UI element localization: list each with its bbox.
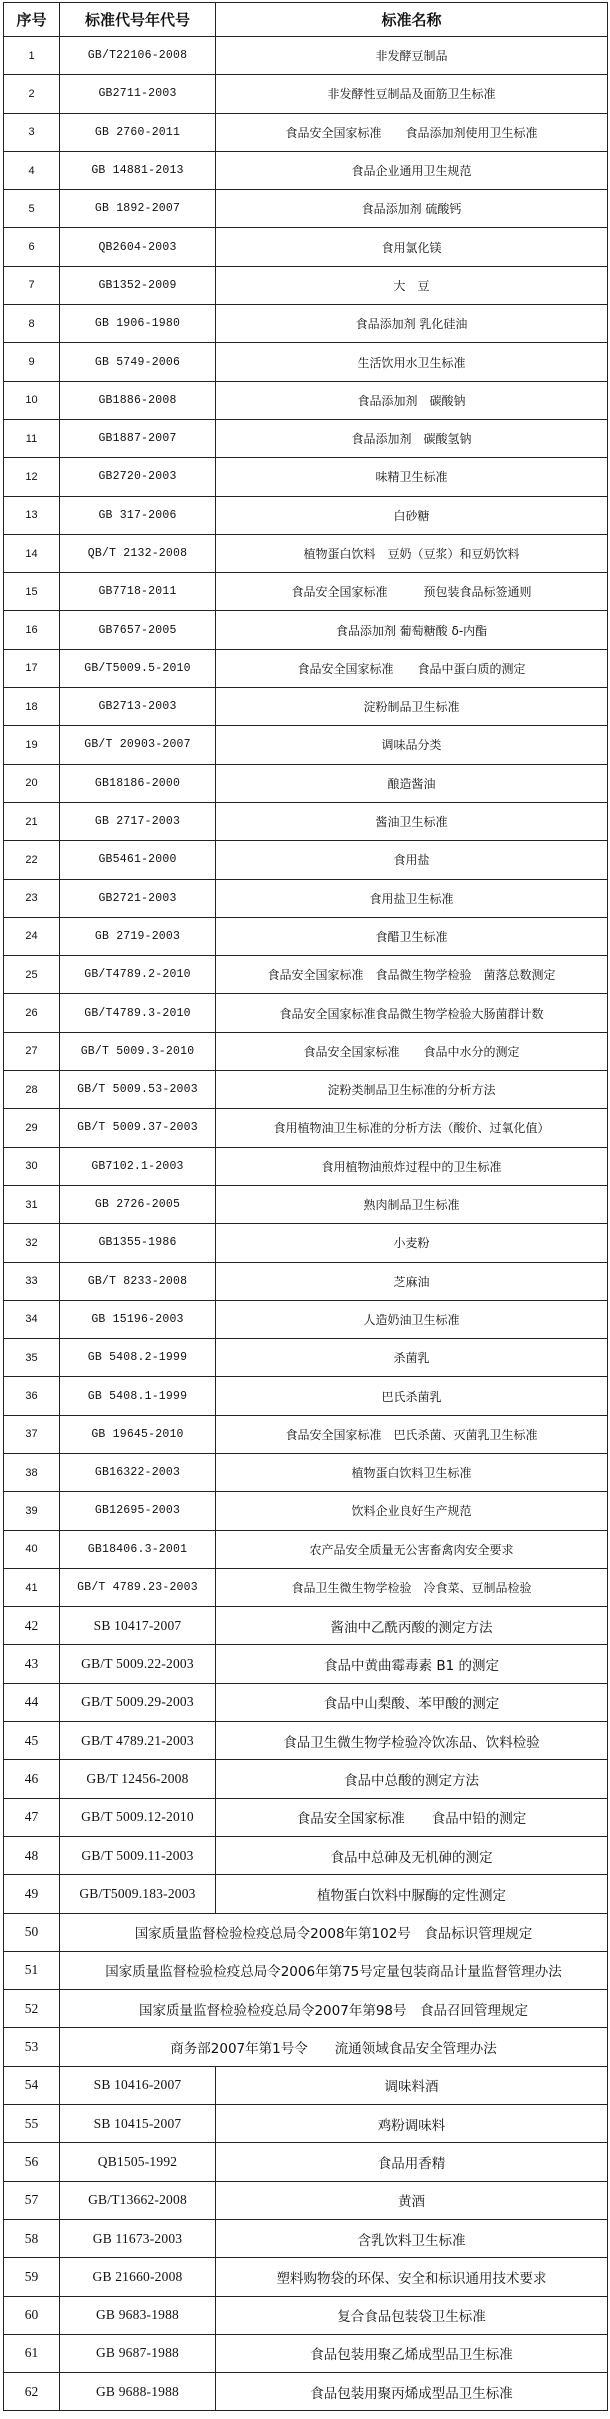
standard-name: 塑料购物袋的环保、安全和标识通用技术要求 bbox=[216, 2258, 608, 2296]
row-number: 11 bbox=[4, 419, 60, 457]
table-row bbox=[4, 2028, 608, 2066]
header-code: 标准代号年代号 bbox=[60, 3, 216, 37]
row-number: 15 bbox=[4, 573, 60, 611]
table-row bbox=[4, 2066, 608, 2104]
standard-code: GB 11673-2003 bbox=[60, 2219, 216, 2257]
standard-name: 食品添加剂 碳酸钠 bbox=[216, 381, 608, 419]
table-body bbox=[4, 37, 608, 2411]
standard-name: 食品安全国家标准 食品中蛋白质的测定 bbox=[216, 649, 608, 687]
table-row bbox=[4, 2105, 608, 2143]
standard-name: 食品中山梨酸、苯甲酸的测定 bbox=[216, 1683, 608, 1721]
standard-name: 食品添加剂 葡萄糖酸 δ-内酯 bbox=[216, 611, 608, 649]
standard-name: 非发酵豆制品 bbox=[216, 37, 608, 75]
table-row bbox=[4, 649, 608, 687]
row-number: 17 bbox=[4, 649, 60, 687]
standard-code: GB 9683-1988 bbox=[60, 2296, 216, 2334]
standard-name: 白砂糖 bbox=[216, 496, 608, 534]
standard-name: 调味料酒 bbox=[216, 2066, 608, 2104]
table-row bbox=[4, 688, 608, 726]
header-name: 标准名称 bbox=[216, 3, 608, 37]
row-number: 42 bbox=[4, 1607, 60, 1645]
table-row bbox=[4, 1913, 608, 1951]
standard-name: 食用盐卫生标准 bbox=[216, 879, 608, 917]
standard-code: GB5461-2000 bbox=[60, 841, 216, 879]
standard-name: 食用盐 bbox=[216, 841, 608, 879]
standard-code: GB 2717-2003 bbox=[60, 802, 216, 840]
row-number: 6 bbox=[4, 228, 60, 266]
row-number: 5 bbox=[4, 190, 60, 228]
standard-name: 小麦粉 bbox=[216, 1224, 608, 1262]
standard-code: GB1352-2009 bbox=[60, 266, 216, 304]
row-number: 18 bbox=[4, 688, 60, 726]
header-seq: 序号 bbox=[4, 3, 60, 37]
row-number: 20 bbox=[4, 764, 60, 802]
standard-name: 食品安全国家标准 食品中水分的测定 bbox=[216, 1032, 608, 1070]
row-number: 38 bbox=[4, 1453, 60, 1491]
standard-name: 食品安全国家标准 食品添加剂使用卫生标准 bbox=[216, 113, 608, 151]
row-number: 2 bbox=[4, 75, 60, 113]
standard-name: 植物蛋白饮料中脲酶的定性测定 bbox=[216, 1875, 608, 1913]
table-row bbox=[4, 1568, 608, 1606]
table-row bbox=[4, 764, 608, 802]
table-row bbox=[4, 151, 608, 189]
table-row bbox=[4, 1300, 608, 1338]
standard-code: GB 2719-2003 bbox=[60, 917, 216, 955]
standard-code: GB2721-2003 bbox=[60, 879, 216, 917]
standard-code: GB/T 5009.53-2003 bbox=[60, 1071, 216, 1109]
table-row bbox=[4, 994, 608, 1032]
table-row bbox=[4, 1377, 608, 1415]
row-number: 33 bbox=[4, 1262, 60, 1300]
standard-name: 巴氏杀菌乳 bbox=[216, 1377, 608, 1415]
standard-name: 食品中黄曲霉毒素 B1 的测定 bbox=[216, 1645, 608, 1683]
row-number: 21 bbox=[4, 802, 60, 840]
standard-code: GB16322-2003 bbox=[60, 1453, 216, 1491]
standard-code: GB/T4789.3-2010 bbox=[60, 994, 216, 1032]
standard-name: 非发酵性豆制品及面筋卫生标准 bbox=[216, 75, 608, 113]
row-number: 29 bbox=[4, 1109, 60, 1147]
standard-name: 大 豆 bbox=[216, 266, 608, 304]
row-number: 1 bbox=[4, 37, 60, 75]
row-number: 41 bbox=[4, 1568, 60, 1606]
standard-code: GB7657-2005 bbox=[60, 611, 216, 649]
table-row bbox=[4, 305, 608, 343]
standard-name: 食品安全国家标准 预包装食品标签通则 bbox=[216, 573, 608, 611]
row-number: 58 bbox=[4, 2219, 60, 2257]
row-number: 9 bbox=[4, 343, 60, 381]
row-number: 50 bbox=[4, 1913, 60, 1951]
standard-code: GB 9688-1988 bbox=[60, 2373, 216, 2411]
table-row bbox=[4, 1951, 608, 1989]
row-number: 51 bbox=[4, 1951, 60, 1989]
row-number: 13 bbox=[4, 496, 60, 534]
row-number: 12 bbox=[4, 458, 60, 496]
standard-code: GB/T22106-2008 bbox=[60, 37, 216, 75]
table-row bbox=[4, 496, 608, 534]
table-row bbox=[4, 2296, 608, 2334]
standard-code: GB 2726-2005 bbox=[60, 1185, 216, 1223]
row-number: 49 bbox=[4, 1875, 60, 1913]
standard-code: GB/T 5009.12-2010 bbox=[60, 1798, 216, 1836]
standard-code: GB 21660-2008 bbox=[60, 2258, 216, 2296]
row-number: 48 bbox=[4, 1836, 60, 1874]
standards-document bbox=[0, 2, 610, 2411]
table-row bbox=[4, 1339, 608, 1377]
row-number: 26 bbox=[4, 994, 60, 1032]
standard-name: 食品卫生微生物学检验 冷食菜、豆制品检验 bbox=[216, 1568, 608, 1606]
table-row bbox=[4, 2334, 608, 2372]
standard-code: QB1505-1992 bbox=[60, 2143, 216, 2181]
standard-name: 黄酒 bbox=[216, 2181, 608, 2219]
table-row bbox=[4, 956, 608, 994]
row-number: 35 bbox=[4, 1339, 60, 1377]
standard-code: GB/T 5009.29-2003 bbox=[60, 1683, 216, 1721]
table-row bbox=[4, 1645, 608, 1683]
standard-name: 淀粉制品卫生标准 bbox=[216, 688, 608, 726]
table-row bbox=[4, 802, 608, 840]
row-number: 40 bbox=[4, 1530, 60, 1568]
standard-name: 味精卫生标准 bbox=[216, 458, 608, 496]
regulation-name: 商务部2007年第1号令 流通领域食品安全管理办法 bbox=[60, 2028, 608, 2066]
row-number: 19 bbox=[4, 726, 60, 764]
table-row bbox=[4, 611, 608, 649]
standard-name: 食用植物油卫生标准的分析方法（酸价、过氧化值） bbox=[216, 1109, 608, 1147]
standard-code: GB1886-2008 bbox=[60, 381, 216, 419]
row-number: 60 bbox=[4, 2296, 60, 2334]
standard-code: GB18406.3-2001 bbox=[60, 1530, 216, 1568]
standard-code: GB 5408.1-1999 bbox=[60, 1377, 216, 1415]
standard-code: GB/T 20903-2007 bbox=[60, 726, 216, 764]
row-number: 7 bbox=[4, 266, 60, 304]
row-number: 56 bbox=[4, 2143, 60, 2181]
row-number: 32 bbox=[4, 1224, 60, 1262]
table-row bbox=[4, 1990, 608, 2028]
standard-code: GB 19645-2010 bbox=[60, 1415, 216, 1453]
standard-name: 酱油卫生标准 bbox=[216, 802, 608, 840]
standard-name: 农产品安全质量无公害畜禽肉安全要求 bbox=[216, 1530, 608, 1568]
standard-name: 食品包装用聚丙烯成型品卫生标准 bbox=[216, 2373, 608, 2411]
table-row bbox=[4, 75, 608, 113]
table-row bbox=[4, 726, 608, 764]
table-row bbox=[4, 266, 608, 304]
row-number: 25 bbox=[4, 956, 60, 994]
standard-code: SB 10417-2007 bbox=[60, 1607, 216, 1645]
row-number: 3 bbox=[4, 113, 60, 151]
standard-name: 含乳饮料卫生标准 bbox=[216, 2219, 608, 2257]
standard-code: GB/T 5009.22-2003 bbox=[60, 1645, 216, 1683]
standard-name: 生活饮用水卫生标准 bbox=[216, 343, 608, 381]
table-row bbox=[4, 190, 608, 228]
row-number: 37 bbox=[4, 1415, 60, 1453]
row-number: 34 bbox=[4, 1300, 60, 1338]
standard-name: 食品安全国家标准 巴氏杀菌、灭菌乳卫生标准 bbox=[216, 1415, 608, 1453]
row-number: 4 bbox=[4, 151, 60, 189]
row-number: 59 bbox=[4, 2258, 60, 2296]
row-number: 10 bbox=[4, 381, 60, 419]
table-row bbox=[4, 917, 608, 955]
table-row bbox=[4, 381, 608, 419]
table-row bbox=[4, 1224, 608, 1262]
row-number: 16 bbox=[4, 611, 60, 649]
standard-code: SB 10416-2007 bbox=[60, 2066, 216, 2104]
row-number: 52 bbox=[4, 1990, 60, 2028]
standard-code: GB2711-2003 bbox=[60, 75, 216, 113]
standard-code: QB/T 2132-2008 bbox=[60, 534, 216, 572]
standard-code: GB2713-2003 bbox=[60, 688, 216, 726]
standard-code: GB/T 12456-2008 bbox=[60, 1760, 216, 1798]
standard-code: GB 5749-2006 bbox=[60, 343, 216, 381]
table-row bbox=[4, 534, 608, 572]
table-row bbox=[4, 1262, 608, 1300]
table-row bbox=[4, 1722, 608, 1760]
table-row bbox=[4, 879, 608, 917]
row-number: 31 bbox=[4, 1185, 60, 1223]
table-row bbox=[4, 113, 608, 151]
standard-code: GB/T5009.183-2003 bbox=[60, 1875, 216, 1913]
regulation-name: 国家质量监督检验检疫总局令2007年第98号 食品召回管理规定 bbox=[60, 1990, 608, 2028]
table-row bbox=[4, 1147, 608, 1185]
standard-code: GB1355-1986 bbox=[60, 1224, 216, 1262]
table-row bbox=[4, 1760, 608, 1798]
table-row bbox=[4, 2219, 608, 2257]
standard-name: 食品用香精 bbox=[216, 2143, 608, 2181]
standard-code: GB 9687-1988 bbox=[60, 2334, 216, 2372]
standard-code: GB/T5009.5-2010 bbox=[60, 649, 216, 687]
table-row bbox=[4, 37, 608, 75]
standard-code: QB2604-2003 bbox=[60, 228, 216, 266]
table-header-row bbox=[4, 3, 608, 37]
table-row bbox=[4, 2143, 608, 2181]
table-row bbox=[4, 419, 608, 457]
table-row bbox=[4, 2258, 608, 2296]
standard-name: 食品添加剂 乳化硅油 bbox=[216, 305, 608, 343]
table-row bbox=[4, 228, 608, 266]
row-number: 47 bbox=[4, 1798, 60, 1836]
standard-code: GB/T 8233-2008 bbox=[60, 1262, 216, 1300]
standard-name: 芝麻油 bbox=[216, 1262, 608, 1300]
row-number: 14 bbox=[4, 534, 60, 572]
standard-name: 食品企业通用卫生规范 bbox=[216, 151, 608, 189]
standard-name: 人造奶油卫生标准 bbox=[216, 1300, 608, 1338]
standard-code: GB7102.1-2003 bbox=[60, 1147, 216, 1185]
table-row bbox=[4, 1032, 608, 1070]
standard-code: GB/T4789.2-2010 bbox=[60, 956, 216, 994]
standard-name: 食品中总酸的测定方法 bbox=[216, 1760, 608, 1798]
row-number: 39 bbox=[4, 1492, 60, 1530]
row-number: 36 bbox=[4, 1377, 60, 1415]
standard-name: 植物蛋白饮料 豆奶（豆浆）和豆奶饮料 bbox=[216, 534, 608, 572]
table-row bbox=[4, 1071, 608, 1109]
standard-code: GB/T 5009.3-2010 bbox=[60, 1032, 216, 1070]
table-row bbox=[4, 2373, 608, 2411]
table-row bbox=[4, 1607, 608, 1645]
standard-name: 食用氯化镁 bbox=[216, 228, 608, 266]
row-number: 28 bbox=[4, 1071, 60, 1109]
row-number: 43 bbox=[4, 1645, 60, 1683]
standard-code: SB 10415-2007 bbox=[60, 2105, 216, 2143]
standard-name: 食品添加剂 碳酸氢钠 bbox=[216, 419, 608, 457]
table-row bbox=[4, 1492, 608, 1530]
standard-name: 植物蛋白饮料卫生标准 bbox=[216, 1453, 608, 1491]
table-row bbox=[4, 2181, 608, 2219]
table-row bbox=[4, 1453, 608, 1491]
table-row bbox=[4, 1185, 608, 1223]
row-number: 44 bbox=[4, 1683, 60, 1721]
row-number: 55 bbox=[4, 2105, 60, 2143]
table-row bbox=[4, 1875, 608, 1913]
table-row bbox=[4, 1683, 608, 1721]
table-row bbox=[4, 1109, 608, 1147]
standard-code: GB 1892-2007 bbox=[60, 190, 216, 228]
table-row bbox=[4, 1530, 608, 1568]
standard-code: GB 1906-1980 bbox=[60, 305, 216, 343]
standard-name: 食品安全国家标准食品微生物学检验大肠菌群计数 bbox=[216, 994, 608, 1032]
standard-code: GB 14881-2013 bbox=[60, 151, 216, 189]
standard-name: 食品中总砷及无机砷的测定 bbox=[216, 1836, 608, 1874]
table-row bbox=[4, 841, 608, 879]
table-row bbox=[4, 343, 608, 381]
row-number: 23 bbox=[4, 879, 60, 917]
standard-code: GB18186-2000 bbox=[60, 764, 216, 802]
row-number: 27 bbox=[4, 1032, 60, 1070]
row-number: 53 bbox=[4, 2028, 60, 2066]
row-number: 30 bbox=[4, 1147, 60, 1185]
standard-name: 调味品分类 bbox=[216, 726, 608, 764]
standard-code: GB/T 4789.21-2003 bbox=[60, 1722, 216, 1760]
standard-name: 熟肉制品卫生标准 bbox=[216, 1185, 608, 1223]
row-number: 61 bbox=[4, 2334, 60, 2372]
standards-table bbox=[3, 2, 608, 2411]
standard-name: 食品添加剂 硫酸钙 bbox=[216, 190, 608, 228]
standard-code: GB12695-2003 bbox=[60, 1492, 216, 1530]
standard-code: GB2720-2003 bbox=[60, 458, 216, 496]
standard-code: GB7718-2011 bbox=[60, 573, 216, 611]
standard-code: GB 15196-2003 bbox=[60, 1300, 216, 1338]
standard-name: 食品安全国家标准 食品中铅的测定 bbox=[216, 1798, 608, 1836]
table-row bbox=[4, 458, 608, 496]
standard-name: 食醋卫生标准 bbox=[216, 917, 608, 955]
row-number: 24 bbox=[4, 917, 60, 955]
standard-code: GB1887-2007 bbox=[60, 419, 216, 457]
standard-code: GB/T 4789.23-2003 bbox=[60, 1568, 216, 1606]
standard-name: 酿造酱油 bbox=[216, 764, 608, 802]
standard-code: GB/T13662-2008 bbox=[60, 2181, 216, 2219]
standard-name: 鸡粉调味料 bbox=[216, 2105, 608, 2143]
regulation-name: 国家质量监督检验检疫总局令2008年第102号 食品标识管理规定 bbox=[60, 1913, 608, 1951]
standard-name: 淀粉类制品卫生标准的分析方法 bbox=[216, 1071, 608, 1109]
standard-name: 酱油中乙酰丙酸的测定方法 bbox=[216, 1607, 608, 1645]
standard-name: 食用植物油煎炸过程中的卫生标准 bbox=[216, 1147, 608, 1185]
standard-name: 杀菌乳 bbox=[216, 1339, 608, 1377]
row-number: 62 bbox=[4, 2373, 60, 2411]
table-row bbox=[4, 1798, 608, 1836]
row-number: 8 bbox=[4, 305, 60, 343]
standard-code: GB 317-2006 bbox=[60, 496, 216, 534]
row-number: 54 bbox=[4, 2066, 60, 2104]
row-number: 57 bbox=[4, 2181, 60, 2219]
standard-code: GB 5408.2-1999 bbox=[60, 1339, 216, 1377]
standard-name: 食品卫生微生物学检验冷饮冻品、饮料检验 bbox=[216, 1722, 608, 1760]
row-number: 45 bbox=[4, 1722, 60, 1760]
standard-name: 食品安全国家标准 食品微生物学检验 菌落总数测定 bbox=[216, 956, 608, 994]
standard-name: 复合食品包装袋卫生标准 bbox=[216, 2296, 608, 2334]
regulation-name: 国家质量监督检验检疫总局令2006年第75号定量包装商品计量监督管理办法 bbox=[60, 1951, 608, 1989]
table-row bbox=[4, 573, 608, 611]
row-number: 46 bbox=[4, 1760, 60, 1798]
table-row bbox=[4, 1415, 608, 1453]
standard-code: GB/T 5009.37-2003 bbox=[60, 1109, 216, 1147]
standard-name: 饮料企业良好生产规范 bbox=[216, 1492, 608, 1530]
standard-code: GB 2760-2011 bbox=[60, 113, 216, 151]
standard-code: GB/T 5009.11-2003 bbox=[60, 1836, 216, 1874]
table-row bbox=[4, 1836, 608, 1874]
row-number: 22 bbox=[4, 841, 60, 879]
standard-name: 食品包装用聚乙烯成型品卫生标准 bbox=[216, 2334, 608, 2372]
